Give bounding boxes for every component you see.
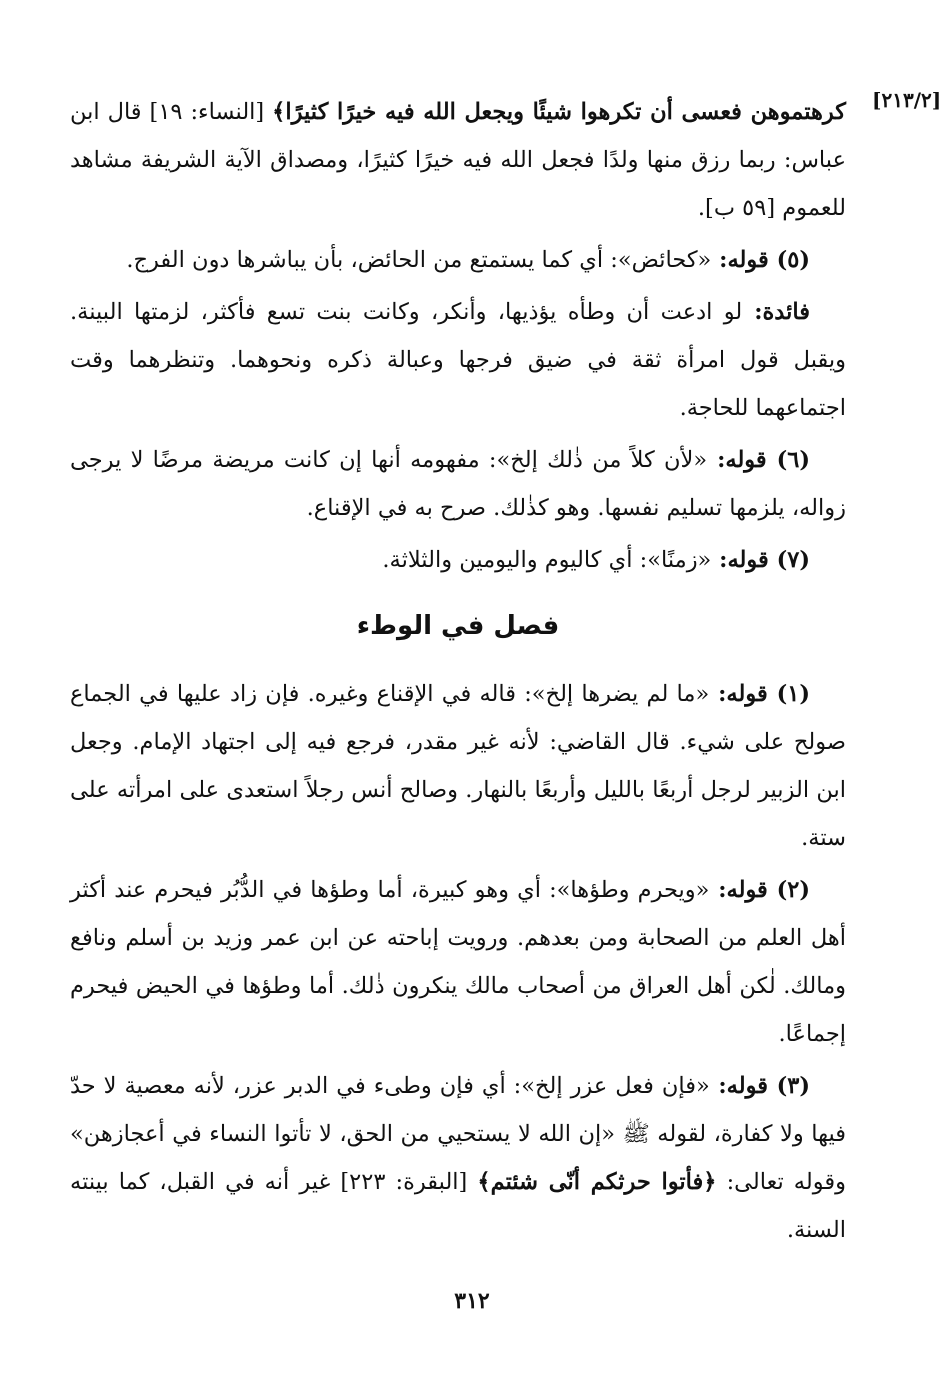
text-run: «كحائض»: أي كما يستمتع من الحائض، بأن يباشرها دون الفرج. [126, 247, 712, 273]
paragraph [70, 88, 846, 232]
paragraph [70, 536, 846, 584]
bold-text: (١) قوله: [709, 681, 810, 707]
bold-text: (٥) قوله: [711, 247, 810, 273]
page-number: ٣١٢ [454, 1288, 490, 1314]
text-run: «زمنًا»: أي كاليوم واليومين والثلاثة. [382, 547, 712, 573]
text-run: «فإن فعل عزر إلخ»: أي فإن وطىء في الدبر عزر، لأنه معصية لا حدّ فيها ولا كفارة، لقوله ﷺ «إن الله لا يستحيي من الحق، لا تأتوا النساء في أعجازهن» وقوله تعالى: [70, 1073, 846, 1195]
section-heading: فصل في الوطء [356, 611, 560, 641]
text-run: «لأن كلاً من ذٰلك إلخ»: مفهومه أنها إن كانت مريضة مرضًا لا يرجى زواله، يلزمها تسليم نفسها. وهو كذٰلك. صرح به في الإقناع. [70, 447, 846, 521]
text-run: «ما لم يضرها إلخ»: قاله في الإقناع وغيره. فإن زاد عليها في الجماع صولح على شيء. قال القاضي: لأنه غير مقدر، فرجع فيه إلى اجتهاد الإمام. وجعل ابن الزبير لرجل أربعًا بالليل وأربعًا بالنهار. وصالح أنس رجلاً استعدى على امرأته على ستة. [70, 681, 846, 851]
section-footnotes-1 [70, 88, 846, 584]
page-body [70, 88, 942, 1258]
section-footnotes-2 [70, 670, 846, 1254]
margin-reference: [٢١٣/٢] [872, 88, 942, 112]
bold-text: (٢) قوله: [709, 877, 811, 903]
paragraph [70, 670, 846, 862]
bold-text: (٧) قوله: [711, 547, 810, 573]
paragraph [70, 236, 846, 284]
paragraph [70, 288, 846, 432]
text-run: [النساء: ١٩] قال ابن عباس: ربما رزق منها ولدًا فجعل الله فيه خيرًا كثيرًا، ومصداق الآية الشريفة مشاهد للعموم [٥٩ ب]. [70, 99, 846, 221]
text-run: لو ادعت أن وطأه يؤذيها، وأنكر، وكانت بنت تسع فأكثر، لزمتها البينة. ويقبل قول امرأة ثقة في ضيق فرجها وعبالة ذكره ونحوهما. وتنظرهما وقت اجتماعهما للحاجة. [70, 299, 846, 421]
paragraph [70, 866, 846, 1058]
bold-text: (٦) قوله: [707, 447, 811, 473]
bold-text: (٣) قوله: [709, 1073, 810, 1099]
paragraph [70, 436, 846, 532]
bold-text: كرهتموهن فعسى أن تكرهوا شيئًا ويجعل الله فيه خيرًا كثيرًا﴾ [272, 99, 846, 125]
text-run: [البقرة: ٢٢٣] غير أنه في القبل، كما بينته السنة. [70, 1169, 846, 1243]
text-run: «ويحرم وطؤها»: أي وهو كبيرة، أما وطؤها في الدُّبُر فيحرم عند أكثر أهل العلم من الصحابة ومن بعدهم. ورويت إباحته عن ابن عمر وزيد بن أسلم ونافع ومالك. لٰكن أهل العراق من أصحاب مالك ينكرون ذٰلك. أما وطؤها في الحيض فيحرم إجماعًا. [70, 877, 846, 1047]
bold-text: ﴿فأتوا حرثكم أنّى شئتم﴾ [477, 1169, 717, 1195]
bold-text: فائدة: [742, 299, 810, 325]
paragraph [70, 1062, 846, 1254]
